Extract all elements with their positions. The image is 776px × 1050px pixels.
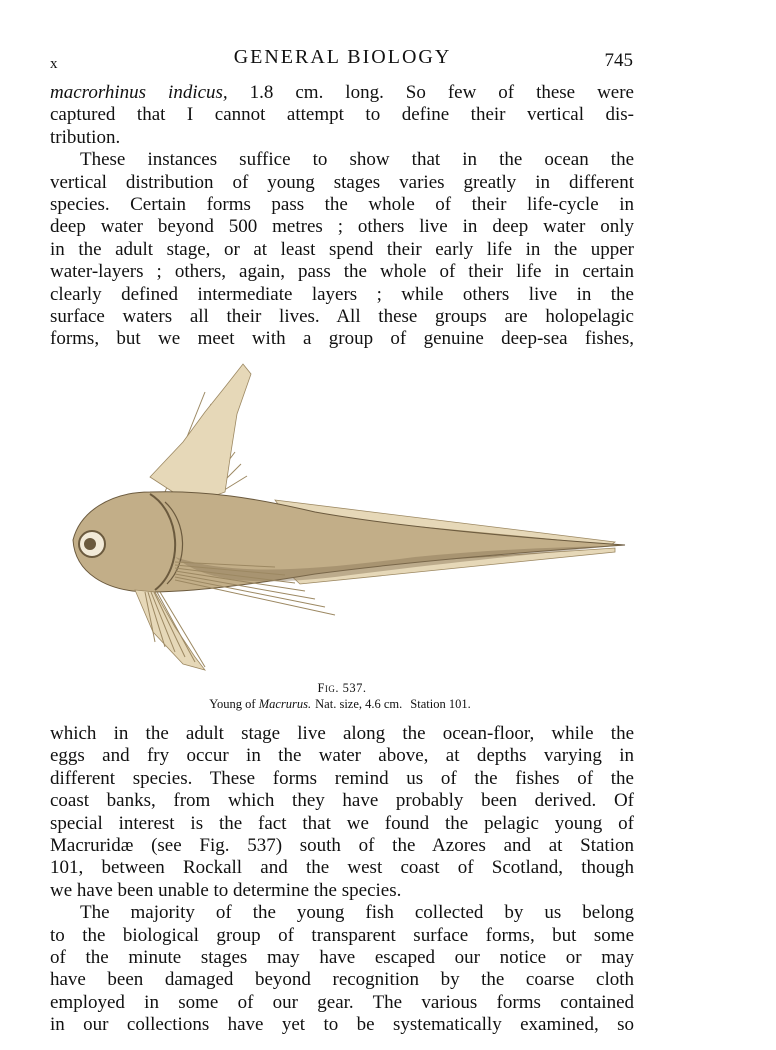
text-line: employed in some of our gear. The various forms contained	[50, 991, 634, 1013]
fish-illustration	[55, 352, 635, 677]
figure-label: Fig. 537.	[317, 681, 367, 695]
text-line: we have been unable to determine the species.	[50, 879, 402, 901]
text-line: clearly defined intermediate layers ; while others live in the	[50, 283, 634, 305]
text-line: species. Certain forms pass the whole of their life-cycle in	[50, 193, 634, 215]
text-line: Macruridæ (see Fig. 537) south of the Azores and at Station	[50, 834, 634, 856]
first-dorsal-fin	[150, 364, 251, 500]
text-line: The majority of the young fish collected by us belong	[80, 902, 634, 924]
text-line: in the adult stage, or at least spend their early life in the upper	[50, 238, 634, 260]
text-line: have been damaged beyond recognition by the coarse cloth	[50, 969, 634, 991]
text-line: which in the adult stage live along the ocean-floor, while the	[50, 723, 634, 744]
page-number: 745	[604, 50, 633, 71]
text-line: macrorhinus indicus, 1.8 cm. long. So few of these were	[50, 82, 634, 103]
text-line: water-layers ; others, again, pass the whole of their life in certain	[50, 261, 634, 283]
text-line: forms, but we meet with a group of genuine deep-sea fishes,	[50, 328, 634, 350]
text-line: captured that I cannot attempt to define their vertical dis-	[50, 104, 634, 126]
body-text-bottom	[50, 723, 634, 1036]
running-header	[50, 46, 635, 76]
text-line: deep water beyond 500 metres ; others live in deep water only	[50, 216, 634, 238]
text-line: of the minute stages may have escaped our notice or may	[50, 946, 634, 968]
pupil	[84, 538, 96, 550]
text-line: surface waters all their lives. All these groups are holopelagic	[50, 305, 634, 327]
text-line: vertical distribution of young stages varies greatly in different	[50, 171, 634, 193]
text-line: These instances suffice to show that in the ocean the	[80, 149, 634, 171]
fin-ray	[175, 580, 335, 615]
body-text-top	[50, 82, 634, 351]
text-line: in our collections have yet to be systematically examined, so	[50, 1014, 634, 1036]
figure-caption: Young of Macrurus. Nat. size, 4.6 cm. Station 101.	[209, 697, 471, 711]
text-line: 101, between Rockall and the west coast of Scotland, though	[50, 857, 634, 879]
chapter-numeral: x	[50, 56, 58, 72]
pelvic-fin	[135, 590, 205, 670]
genus-name: Macrurus.	[258, 697, 312, 711]
species-name: macrorhinus indicus,	[50, 82, 228, 103]
text-line: different species. These forms remind us of the fishes of the	[50, 767, 634, 789]
text-line: tribution.	[50, 126, 121, 148]
text-line: special interest is the fact that we found the pelagic young of	[50, 812, 634, 834]
text-line: coast banks, from which they have probably been derived. Of	[50, 790, 634, 812]
running-title: GENERAL BIOLOGY	[233, 46, 452, 68]
text-line: to the biological group of transparent surface forms, but some	[50, 924, 634, 946]
text-line: eggs and fry occur in the water above, at depths varying in	[50, 745, 634, 767]
